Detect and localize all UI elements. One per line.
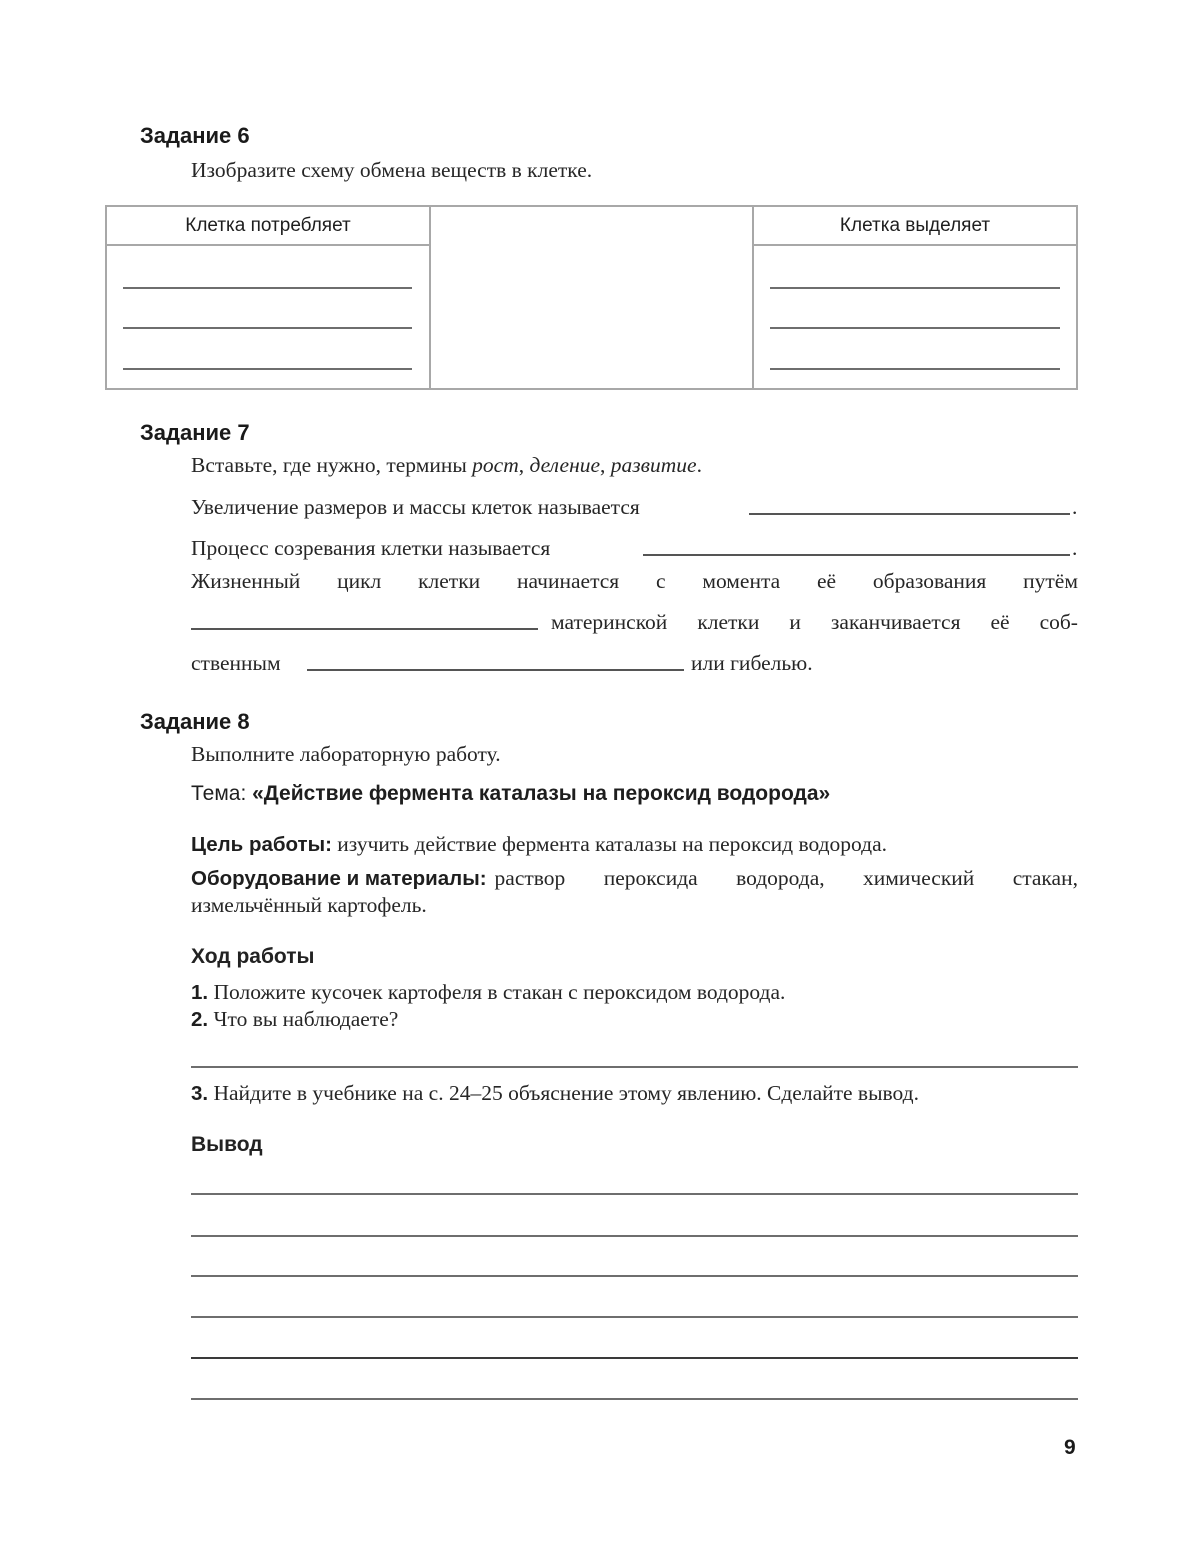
right-header-underline xyxy=(752,244,1078,246)
term-division: деление xyxy=(529,453,601,477)
releases-answer-line-1[interactable] xyxy=(770,287,1060,289)
blank-division[interactable] xyxy=(191,628,538,630)
procedure-title: Ход работы xyxy=(191,945,315,968)
cell-releases-header: Клетка выделяет xyxy=(839,214,991,236)
equipment-label: Оборудование и материалы: xyxy=(191,867,487,890)
sentence-development: Процесс созревания клетки называется xyxy=(191,536,551,560)
conclusion-line-4[interactable] xyxy=(191,1316,1078,1318)
step-number: 1. xyxy=(191,981,209,1004)
table-bottom-border xyxy=(105,388,1078,390)
goal-label: Цель работы: xyxy=(191,833,332,856)
conclusion-title: Вывод xyxy=(191,1133,263,1156)
conclusion-line-1[interactable] xyxy=(191,1193,1078,1195)
center-drawing-area[interactable] xyxy=(431,207,752,388)
conclusion-line-3[interactable] xyxy=(191,1275,1078,1277)
task7-instruction: Вставьте, где нужно, термины рост, деление, развитие. xyxy=(191,453,702,477)
consumes-answer-line-1[interactable] xyxy=(123,287,412,289)
task6-instruction: Изобразите схему обмена веществ в клетке. xyxy=(191,158,593,182)
topic-label: Тема: xyxy=(191,782,253,805)
task8-instruction: Выполните лабораторную работу. xyxy=(191,742,501,766)
step-2: 2. Что вы наблюдаете? xyxy=(191,1007,399,1031)
table-right-border xyxy=(1076,205,1078,390)
blank-division-own[interactable] xyxy=(307,669,684,671)
lab-equipment xyxy=(191,866,1078,891)
goal-text: изучить действие фермента каталазы на пероксид водорода. xyxy=(331,832,888,856)
sentence-lifecycle-line1: Жизненный цикл клетки начинается с момента её образования путём xyxy=(191,569,1078,593)
task6-title: Задание 6 xyxy=(140,123,250,148)
sentence-lifecycle-line3-start: ственным xyxy=(191,651,281,675)
sentence-lifecycle-line3-end: или гибелью. xyxy=(691,651,813,675)
term-development: развитие xyxy=(610,453,697,477)
blank-development[interactable] xyxy=(643,554,1070,556)
left-header-underline xyxy=(105,244,430,246)
term-growth: рост xyxy=(472,453,519,477)
instruction-prefix: Вставьте, где нужно, термины xyxy=(191,453,473,477)
conclusion-line-5[interactable] xyxy=(191,1357,1078,1359)
releases-answer-line-3[interactable] xyxy=(770,368,1060,370)
lab-topic xyxy=(191,782,830,806)
equipment-text-line2: измельчённый картофель. xyxy=(191,893,427,917)
conclusion-line-6[interactable] xyxy=(191,1398,1078,1400)
sentence-growth: Увеличение размеров и массы клеток называется xyxy=(191,495,640,519)
lab-goal xyxy=(191,832,887,857)
releases-answer-line-2[interactable] xyxy=(770,327,1060,329)
cell-consumes-header: Клетка потребляет xyxy=(185,214,351,236)
step-3: 3. Найдите в учебнике на с. 24–25 объяснение этому явлению. Сделайте вывод. xyxy=(191,1081,919,1105)
consumes-answer-line-2[interactable] xyxy=(123,327,412,329)
topic-title: «Действие фермента каталазы на пероксид водорода» xyxy=(252,782,831,805)
observation-answer-line[interactable] xyxy=(191,1066,1078,1068)
step-number: 3. xyxy=(191,1082,209,1105)
equipment-text: раствор пероксида водорода, химический стакан, xyxy=(494,866,1078,890)
step-1: 1. Положите кусочек картофеля в стакан с пероксидом водорода. xyxy=(191,980,786,1004)
conclusion-line-2[interactable] xyxy=(191,1235,1078,1237)
step-number: 2. xyxy=(191,1008,209,1031)
page-number: 9 xyxy=(1064,1436,1076,1459)
task7-title: Задание 7 xyxy=(140,420,250,445)
sentence-lifecycle-line2: материнской клетки и заканчивается её соб- xyxy=(551,610,1078,634)
consumes-answer-line-3[interactable] xyxy=(123,368,412,370)
blank-growth[interactable] xyxy=(749,513,1070,515)
task8-title: Задание 8 xyxy=(140,709,250,734)
